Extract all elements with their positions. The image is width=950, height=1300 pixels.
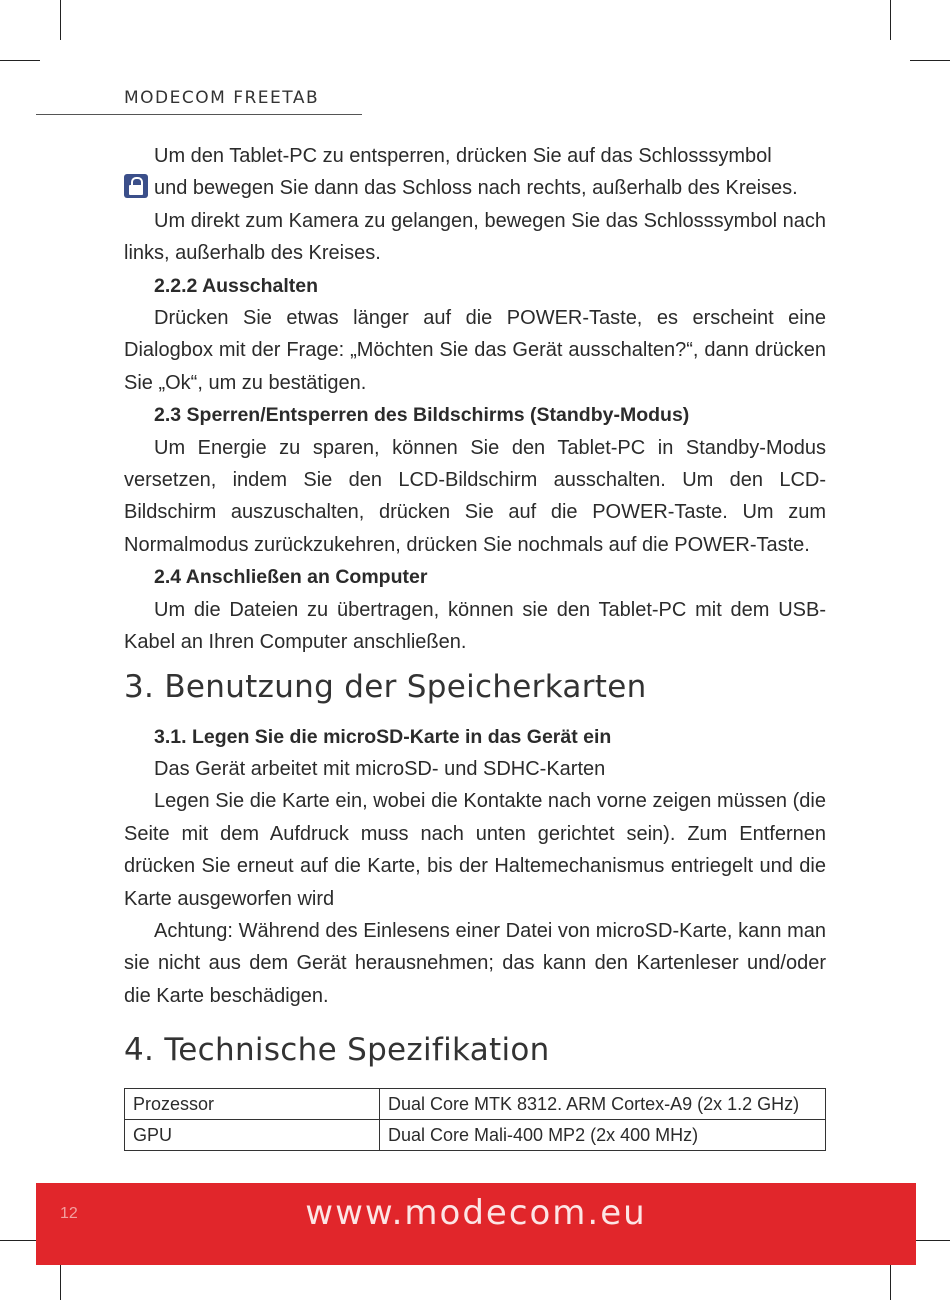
footer-url: www.modecom.eu: [305, 1193, 647, 1233]
crop-mark: [890, 1260, 891, 1300]
spec-key: GPU: [125, 1120, 380, 1151]
heading-2-3: 2.3 Sperren/Entsperren des Bildschirms (Standby-Modus): [154, 404, 690, 427]
paragraph-insert-card: Legen Sie die Karte ein, wobei die Kontakte nach vorne zeigen müssen (die Seite mit dem Aufdruck muss nach unten gerichtet sein). Zum Entfernen drücken Sie erneut auf die Karte, bis der Haltemechanismus entriegelt und die Karte ausgeworfen wird: [124, 790, 826, 910]
spec-value: Dual Core Mali-400 MP2 (2x 400 MHz): [380, 1120, 826, 1151]
paragraph-standby: Um Energie zu sparen, können Sie den Tablet-PC in Standby-Modus versetzen, indem Sie den LCD-Bildschirm ausschalten. Um den LCD-Bildschirm auszuschalten, drücken Sie auf die POWER-Taste. Um zum Normalmodus zurückzukehren, drücken Sie nochmals auf die POWER-Taste.: [124, 436, 826, 556]
crop-mark: [0, 60, 40, 61]
crop-mark: [910, 60, 950, 61]
crop-mark: [0, 1240, 40, 1241]
footer-band: [36, 1183, 916, 1265]
spec-value: Dual Core MTK 8312. ARM Cortex-A9 (2x 1.2 GHz): [380, 1089, 826, 1120]
paragraph-camera: Um direkt zum Kamera zu gelangen, bewegen Sie das Schlosssymbol nach links, außerhalb des Kreises.: [124, 209, 826, 265]
spec-key: Prozessor: [125, 1089, 380, 1120]
page-content: [124, 140, 826, 1151]
header-rule: [36, 114, 362, 115]
page-number: 12: [60, 1205, 78, 1222]
paragraph-unlock-line2: [124, 172, 826, 204]
spec-table: [124, 1088, 826, 1151]
chapter-4-title: 4. Technische Spezifikation: [124, 1032, 550, 1069]
paragraph-shutdown: Drücken Sie etwas länger auf die POWER-Taste, es erscheint eine Dialogbox mit der Frage: „Möchten Sie das Gerät ausschalten?“, dann drücken Sie „Ok“, um zu bestätigen.: [124, 307, 826, 394]
paragraph-unlock-line2-text: und bewegen Sie dann das Schloss nach rechts, außerhalb des Kreises.: [154, 177, 798, 200]
crop-mark: [60, 0, 61, 40]
paragraph-unlock-line1: Um den Tablet-PC zu entsperren, drücken Sie auf das Schlosssymbol: [154, 145, 772, 167]
paragraph-warning: Achtung: Während des Einlesens einer Datei von microSD-Karte, kann man sie nicht aus dem Gerät herausnehmen; das kann den Kartenleser und/oder die Karte beschädigen.: [124, 919, 826, 1007]
heading-2-4: 2.4 Anschließen an Computer: [154, 566, 428, 589]
crop-mark: [60, 1260, 61, 1300]
chapter-3-title: 3. Benutzung der Speicherkarten: [124, 668, 647, 705]
heading-3-1: 3.1. Legen Sie die microSD-Karte in das Gerät ein: [154, 725, 612, 748]
paragraph-cards: Das Gerät arbeitet mit microSD- und SDHC-Karten: [154, 757, 606, 780]
lock-icon: [124, 174, 148, 198]
table-row: [125, 1089, 826, 1120]
table-row: [125, 1120, 826, 1151]
heading-2-2-2: 2.2.2 Ausschalten: [154, 274, 319, 297]
paragraph-computer: Um die Dateien zu übertragen, können sie den Tablet-PC mit dem USB-Kabel an Ihren Computer anschließen.: [124, 598, 826, 654]
running-header: MODECOM FREETAB: [124, 88, 320, 108]
crop-mark: [910, 1240, 950, 1241]
crop-mark: [890, 0, 891, 40]
